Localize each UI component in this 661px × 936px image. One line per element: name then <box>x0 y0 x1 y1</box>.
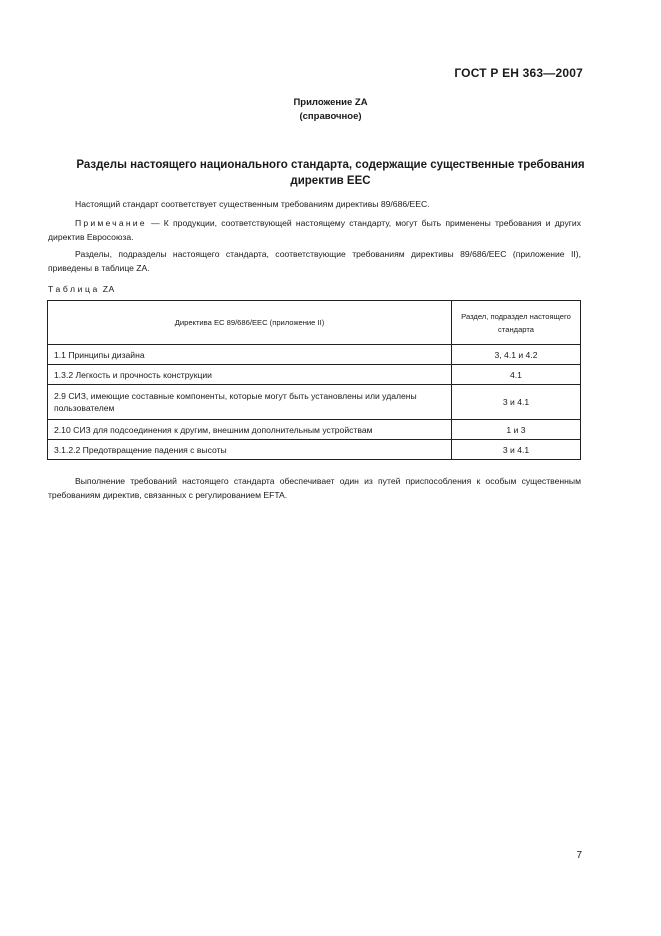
table-cell-directive: 3.1.2.2 Предотвращение падения с высоты <box>48 440 452 460</box>
note-text: — К продукции, соответствующей настоящему стандарту, могут быть применены требования и других директив Евросоюза. <box>48 218 581 242</box>
paragraph-efta: Выполнение требований настоящего стандарта обеспечивает один из путей приспособления к особым существенным требованиям директив, связанных с регулированием EFTA. <box>48 476 581 500</box>
section-heading <box>60 157 601 189</box>
table-title-id: ZA <box>99 284 115 294</box>
table-cell-directive: 1.1 Принципы дизайна <box>48 345 452 365</box>
table-header-directive: Директива ЕС 89/686/ЕЕС (приложение II) <box>48 301 452 345</box>
table-cell-section: 4.1 <box>452 365 581 385</box>
section-heading-line1: Разделы настоящего национального стандарта, содержащие существенные требования <box>76 159 585 171</box>
annex-subtitle: (справочное) <box>299 111 362 122</box>
table-header-section: Раздел, подраздел настоящего стандарта <box>452 301 581 345</box>
table-za <box>47 300 581 460</box>
table-cell-section: 1 и 3 <box>452 420 581 440</box>
table-row <box>48 365 581 385</box>
table-row <box>48 420 581 440</box>
table-row <box>48 440 581 460</box>
table-cell-section: 3, 4.1 и 4.2 <box>452 345 581 365</box>
annex-title: Приложение ZA <box>293 97 368 108</box>
table-row <box>48 385 581 420</box>
paragraph-table-intro: Разделы, подразделы настоящего стандарта, соответствующие требованиям директивы 89/686/ЕЕС (приложение II), приведены в таблице ZA. <box>48 249 581 273</box>
page-number: 7 <box>576 850 582 861</box>
table-cell-directive: 2.10 СИЗ для подсоединения к другим, внешним дополнительным устройствам <box>48 420 452 440</box>
paragraph-compliance: Настоящий стандарт соответствует существенным требованиям директивы 89/686/ЕЕС. <box>75 199 430 209</box>
note-label: Примечание <box>75 218 147 228</box>
table-header-row <box>48 301 581 345</box>
table-cell-directive: 2.9 СИЗ, имеющие составные компоненты, которые могут быть установлены или удалены пользователем <box>48 385 452 420</box>
table-cell-section: 3 и 4.1 <box>452 385 581 420</box>
annex-block <box>0 96 661 124</box>
table-row <box>48 345 581 365</box>
standard-code: ГОСТ Р ЕН 363—2007 <box>454 66 583 80</box>
table-title <box>48 284 115 294</box>
section-heading-line2: директив ЕЕС <box>290 175 371 187</box>
table-cell-directive: 1.3.2 Легкость и прочность конструкции <box>48 365 452 385</box>
paragraph-note <box>48 217 581 244</box>
table-title-label: Таблица <box>48 284 100 294</box>
table-cell-section: 3 и 4.1 <box>452 440 581 460</box>
